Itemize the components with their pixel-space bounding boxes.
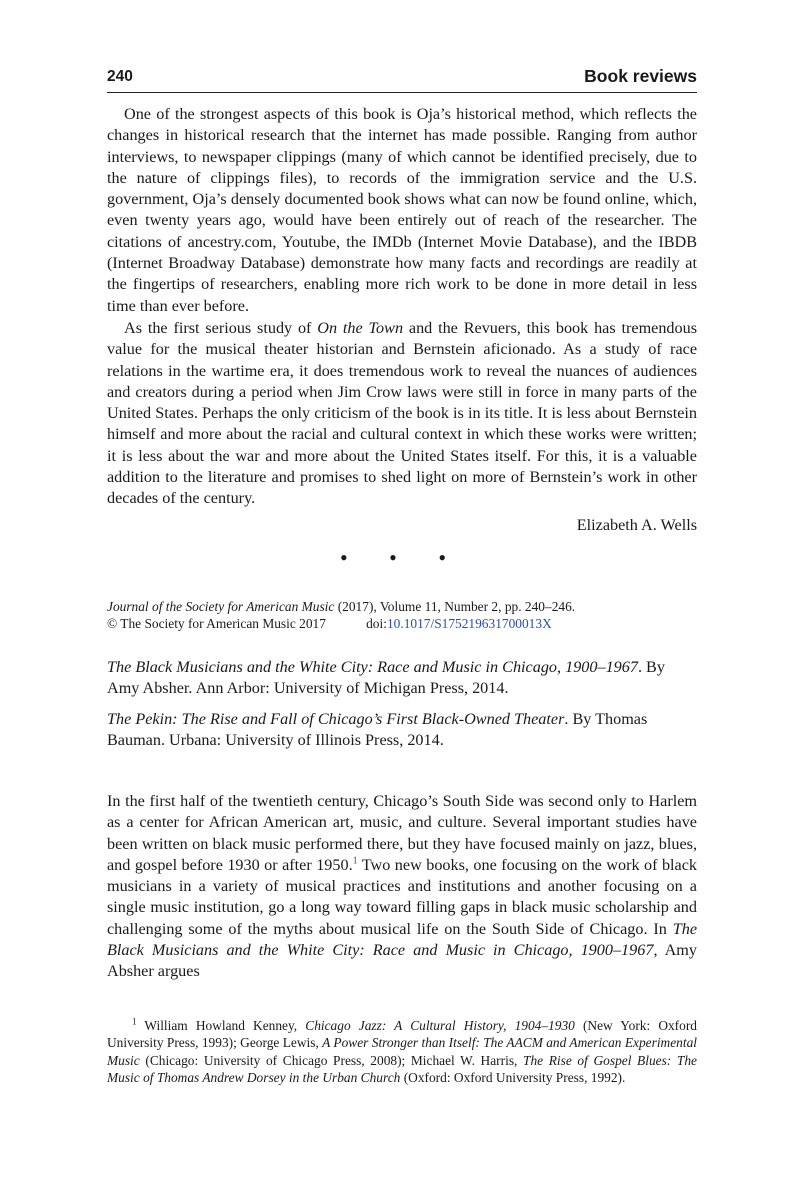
- footnote-text-part: (Oxford: Oxford University Press, 1992).: [400, 1069, 626, 1085]
- paragraph-text: , Amy Absher argues: [107, 941, 697, 981]
- paragraph-text: and the Revuers, this book has tremendous value for the musical theater historian and Bernstein aficionado. As a study of race relations in the wartime era, it does tremendous work to reveal the nuances of audiences and creators during a period when Jim Crow laws were still in force in many parts of the United States. Perhaps the only criticism of the book is in its title. It is less about Bernstein himself and more about the racial and cultural context in which these works were written; it is less about the war and more about the United States itself. For this, it is a valuable addition to the literature and promises to shed light on more of Bernstein’s work in other decades of the century.: [107, 318, 698, 508]
- footnote-title: Chicago Jazz: A Cultural History, 1904–1930: [305, 1018, 575, 1033]
- book-title: The Pekin: The Rise and Fall of Chicago’s First Black-Owned Theater: [107, 709, 565, 728]
- italic-title-on-the-town: On the Town: [317, 318, 404, 337]
- footnote-1: [107, 1017, 697, 1086]
- paragraph-text: As the first serious study of: [124, 318, 318, 337]
- section-title: Book reviews: [584, 66, 697, 86]
- footnote-number: 1: [132, 1016, 137, 1027]
- book-title: The Black Musicians and the White City: Race and Music in Chicago, 1900–1967: [107, 658, 638, 676]
- italic-book-title: The Black Musicians and the White City: Race and Music in Chicago, 1900–1967: [107, 919, 697, 960]
- review-paragraph-1: One of the strongest aspects of this book is Oja’s historical method, which reflects the changes in historical research that the internet has made possible. Ranging from author interviews, to newspaper clippings (many of which cannot be identified precisely, due to the nature of clippings files), to records of the immigration service and the U.S. government, Oja’s densely documented book shows what can now be found online, which, even twenty years ago, would have been entirely out of reach of the researcher. The citations of ancestry.com, Youtube, the IMDb (Internet Movie Database), and the IBDB (Internet Broadway Database) demonstrate how many facts and recordings are readily at the fingertips of researchers, enabling more rich work to be done in more detail in less time than ever before.: [107, 105, 697, 315]
- running-header: [107, 66, 697, 93]
- footnote-title: The Rise of Gospel Blues: The Music of Thomas Andrew Dorsey in the Urban Church: [107, 1052, 697, 1085]
- footnote-title: A Power Stronger than Itself: The AACM and American Experimental Music: [107, 1035, 697, 1068]
- paragraph-text: Two new books, one focusing on the work of black musicians in a variety of musical practices and institutions and another focusing on a single music institution, go a long way toward filling gaps in black music scholarship and challenging some of the myths about musical life on the South Side of Chicago. In: [107, 855, 698, 938]
- footnote-text-part: William Howland Kenney,: [136, 1018, 306, 1033]
- paragraph-text: In the first half of the twentieth century, Chicago’s South Side was second only to Harlem as a center for African American art, music, and culture. Several important studies have been written on black music performed there, but they have focused mainly on jazz, blues, and gospel before 1930 or after 1950.: [107, 792, 697, 874]
- review-body-oja: [107, 104, 697, 535]
- page-number: 240: [107, 68, 133, 85]
- doi-link[interactable]: 10.1017/S175219631700013X: [386, 616, 552, 631]
- copyright: © The Society for American Music 2017: [107, 616, 326, 631]
- copyright-line: [107, 615, 697, 632]
- footnote-text-part: (Chicago: University of Chicago Press, 2008); Michael W. Harris,: [139, 1052, 524, 1068]
- reviewer-signature: Elizabeth A. Wells: [576, 515, 697, 534]
- book-details: . By Thomas Bauman. Urbana: University of Illinois Press, 2014.: [107, 709, 648, 749]
- journal-citation: [107, 598, 697, 632]
- doi-label: doi:: [366, 616, 387, 631]
- reviewed-books: [107, 657, 697, 760]
- review-paragraph-3: [107, 791, 697, 983]
- journal-details: (2017), Volume 11, Number 2, pp. 240–246.: [334, 599, 576, 614]
- section-separator: • • •: [339, 545, 465, 570]
- journal-name: Journal of the Society for American Music: [107, 599, 335, 614]
- book-details: . By Amy Absher. Ann Arbor: University of Michigan Press, 2014.: [107, 658, 665, 698]
- footnote-text-part: (New York: Oxford University Press, 1993); George Lewis,: [107, 1018, 697, 1051]
- footnote-marker[interactable]: 1: [352, 855, 358, 867]
- footnote-text: [107, 1017, 697, 1086]
- book-reference-absher: [107, 657, 697, 700]
- book-reference-bauman: [107, 709, 697, 752]
- review-paragraph-2: [107, 318, 697, 510]
- review-body-chicago: [107, 791, 697, 983]
- journal-line: [107, 598, 697, 615]
